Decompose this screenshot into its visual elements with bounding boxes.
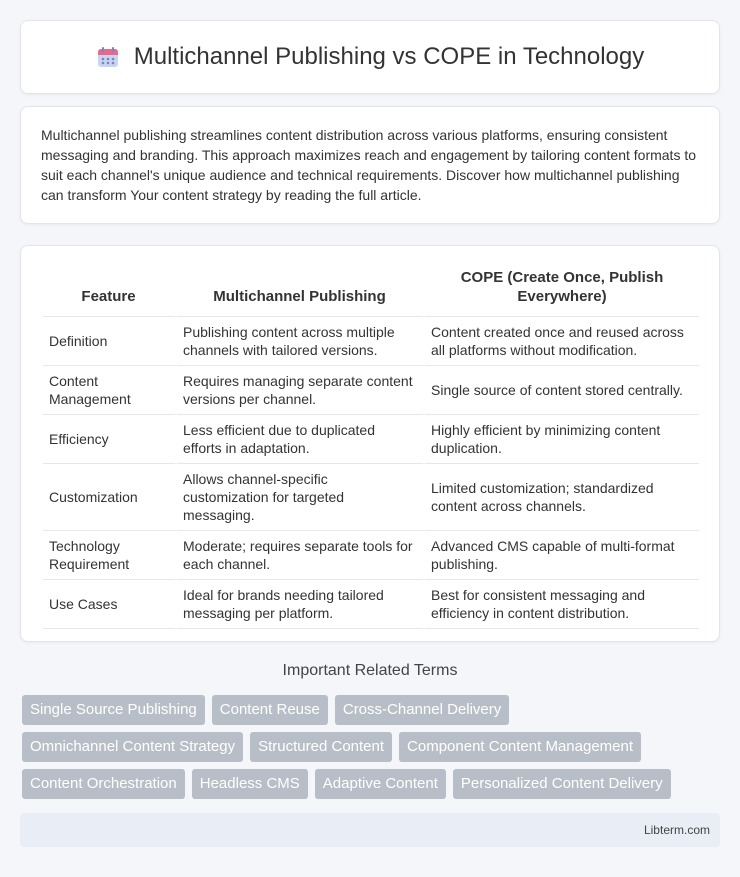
intro-card xyxy=(20,106,720,224)
multichannel-cell: Less efficient due to duplicated efforts in adaptation. xyxy=(177,415,425,464)
multichannel-cell: Moderate; requires separate tools for each channel. xyxy=(177,531,425,580)
cope-cell: Advanced CMS capable of multi-format publishing. xyxy=(425,531,699,580)
comparison-table-card xyxy=(20,245,720,642)
table-row xyxy=(43,580,699,629)
table-row xyxy=(43,464,699,531)
feature-cell: Content Management xyxy=(43,366,177,415)
tag-adaptive-content[interactable]: Adaptive Content xyxy=(315,769,446,799)
tag-single-source-publishing[interactable]: Single Source Publishing xyxy=(22,695,205,725)
multichannel-cell: Allows channel-specific customization for targeted messaging. xyxy=(177,464,425,531)
related-terms-title: Important Related Terms xyxy=(282,662,458,679)
table-row xyxy=(43,317,699,366)
tag-content-reuse[interactable]: Content Reuse xyxy=(212,695,328,725)
footer xyxy=(20,813,720,847)
feature-cell: Customization xyxy=(43,464,177,531)
cope-cell: Single source of content stored centrally. xyxy=(425,366,699,415)
cope-cell: Best for consistent messaging and efficiency in content distribution. xyxy=(425,580,699,629)
tag-omnichannel-content-strategy[interactable]: Omnichannel Content Strategy xyxy=(22,732,243,762)
tag-content-orchestration[interactable]: Content Orchestration xyxy=(22,769,185,799)
table-row xyxy=(43,531,699,580)
table-header-row xyxy=(43,262,699,317)
tag-personalized-content-delivery[interactable]: Personalized Content Delivery xyxy=(453,769,671,799)
tag-component-content-management[interactable]: Component Content Management xyxy=(399,732,641,762)
feature-cell: Use Cases xyxy=(43,580,177,629)
title-card xyxy=(20,20,720,94)
related-tags xyxy=(22,695,722,799)
tag-cross-channel-delivery[interactable]: Cross-Channel Delivery xyxy=(335,695,509,725)
feature-cell: Definition xyxy=(43,317,177,366)
header-feature: Feature xyxy=(43,262,177,317)
table-row xyxy=(43,415,699,464)
calendar-icon xyxy=(96,45,120,69)
related-terms-section xyxy=(0,662,740,680)
page-title: Multichannel Publishing vs COPE in Technology xyxy=(133,43,645,70)
feature-cell: Efficiency xyxy=(43,415,177,464)
tag-headless-cms[interactable]: Headless CMS xyxy=(192,769,308,799)
header-multichannel: Multichannel Publishing xyxy=(177,262,425,317)
multichannel-cell: Publishing content across multiple channels with tailored versions. xyxy=(177,317,425,366)
multichannel-cell: Ideal for brands needing tailored messaging per platform. xyxy=(177,580,425,629)
comparison-table xyxy=(43,262,699,629)
table-row xyxy=(43,366,699,415)
multichannel-cell: Requires managing separate content versions per channel. xyxy=(177,366,425,415)
footer-brand-link[interactable]: Libterm.com xyxy=(643,823,710,837)
tag-structured-content[interactable]: Structured Content xyxy=(250,732,392,762)
feature-cell: Technology Requirement xyxy=(43,531,177,580)
cope-cell: Limited customization; standardized content across channels. xyxy=(425,464,699,531)
intro-text: Multichannel publishing streamlines content distribution across various platforms, ensuring consistent messaging and branding. This approach maximizes reach and engagement by tailoring content formats to suit each channel's unique audience and technical requirements. Discover how multichannel publishing can transform Your content strategy by reading the full article. xyxy=(41,127,697,203)
cope-cell: Content created once and reused across all platforms without modification. xyxy=(425,317,699,366)
header-cope: COPE (Create Once, Publish Everywhere) xyxy=(425,262,699,317)
cope-cell: Highly efficient by minimizing content duplication. xyxy=(425,415,699,464)
